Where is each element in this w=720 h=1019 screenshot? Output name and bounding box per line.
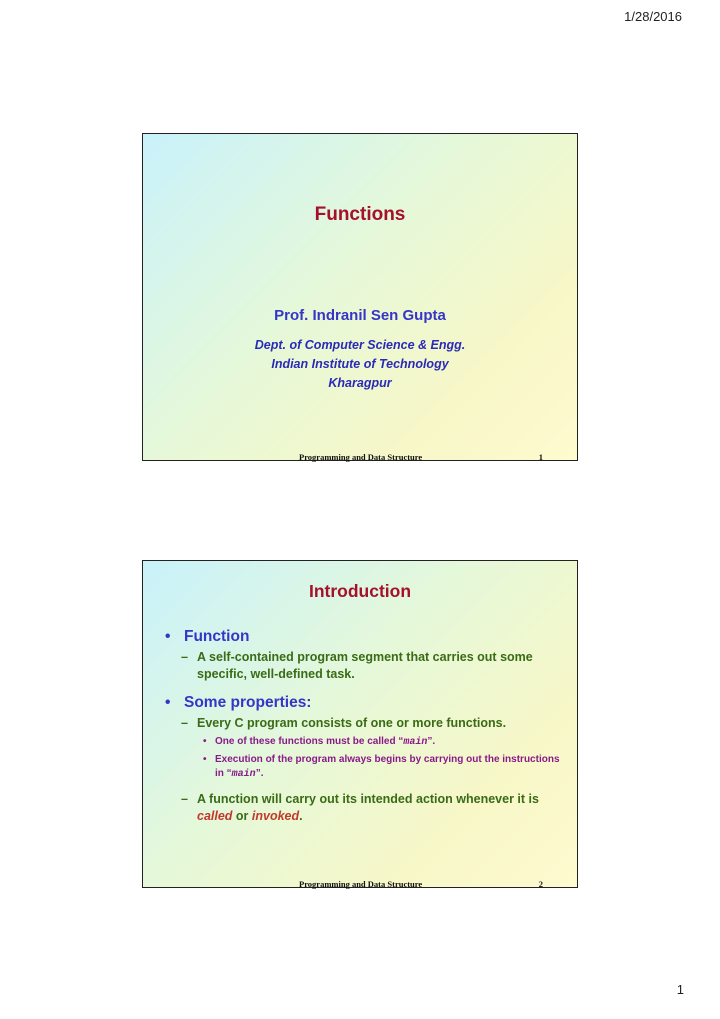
dash-icon: – (181, 716, 188, 730)
sub-sub-bullet-execution: • Execution of the program always begins by carrying out the instructions in “main”. (203, 754, 560, 780)
dash-icon: – (181, 792, 188, 806)
footer-title: Programming and Data Structure (299, 452, 423, 462)
affiliation-dept: Dept. of Computer Science & Engg. (254, 338, 466, 352)
bullet-dot-icon: • (165, 628, 171, 645)
bullet-dot-icon: • (203, 754, 207, 765)
emphasis-invoked: invoked (251, 809, 300, 823)
page-number: 1 (676, 982, 684, 997)
page-date: 1/28/2016 (624, 9, 682, 24)
code-main: main (403, 737, 428, 748)
sub-bullet-program: – Every C program consists of one or more functions. (181, 716, 507, 730)
slide-title: Functions (314, 204, 406, 225)
sub-bullet-invocation: – A function will carry out its intended action whenever it is called or invoked. (181, 792, 539, 823)
dash-icon: – (181, 650, 188, 664)
sub-bullet-definition: – A self-contained program segment that carries out some specific, well-defined task. (181, 650, 533, 681)
bullet-properties: • Some properties: (165, 694, 312, 711)
footer-title: Programming and Data Structure (299, 879, 423, 889)
slide-body (165, 627, 561, 825)
sub-sub-bullet-main-called: • One of these functions must be called “main”. (203, 736, 436, 748)
slide-number: 1 (538, 452, 543, 462)
affiliation (143, 336, 577, 393)
bullet-function: • Function (165, 628, 250, 645)
bullet-dot-icon: • (203, 736, 207, 747)
author-name: Prof. Indranil Sen Gupta (274, 307, 446, 324)
code-main: main (231, 769, 256, 780)
slide-title: Introduction (308, 581, 412, 601)
affiliation-city: Kharagpur (328, 376, 392, 390)
slide-1 (142, 133, 578, 461)
bullet-dot-icon: • (165, 694, 171, 711)
emphasis-called: called (197, 809, 233, 823)
affiliation-institute: Indian Institute of Technology (271, 357, 449, 371)
slide-2 (142, 560, 578, 888)
slide-number: 2 (538, 879, 543, 889)
